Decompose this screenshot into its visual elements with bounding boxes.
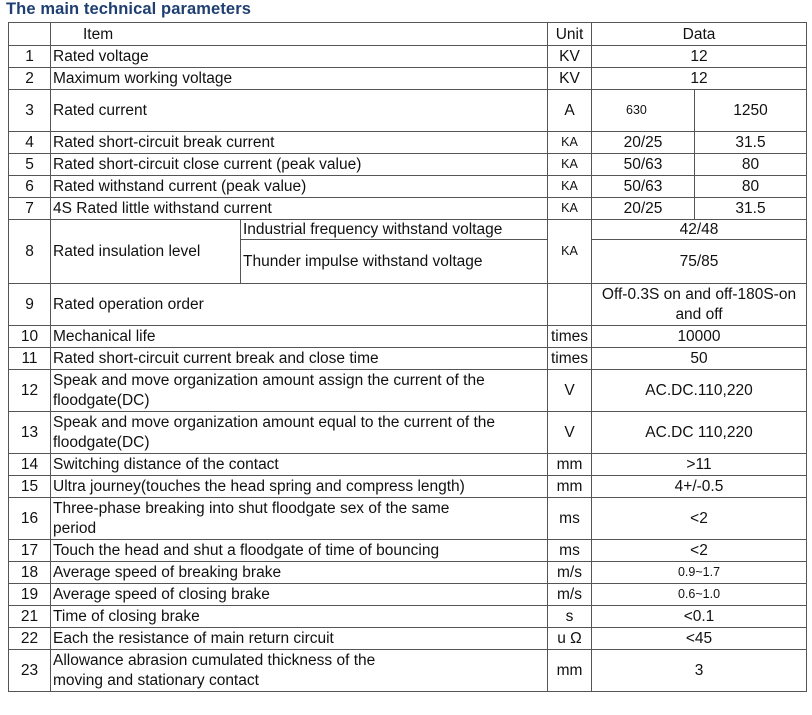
table-row xyxy=(9,326,807,348)
row-data-1250: 80 xyxy=(695,176,807,198)
row-data: AC.DC 110,220 xyxy=(592,412,807,454)
row-data: 10000 xyxy=(592,326,807,348)
table-row xyxy=(9,498,807,540)
table-row xyxy=(9,198,807,220)
row-data-630: 50/63 xyxy=(592,176,695,198)
row-item: Speak and move organization amount assign the current of the floodgate(DC) xyxy=(51,370,548,412)
row-item: Rated operation order xyxy=(51,284,548,326)
row-unit: mm xyxy=(548,454,592,476)
row-data: 0.9~1.7 xyxy=(592,562,807,584)
row-unit: A xyxy=(548,90,592,132)
row-unit: KV xyxy=(548,46,592,68)
row-unit: mm xyxy=(548,476,592,498)
row-data: 12 xyxy=(592,68,807,90)
row-unit: KA xyxy=(548,220,592,284)
row-data: <0.1 xyxy=(592,606,807,628)
row-number: 12 xyxy=(9,370,51,412)
row-item: Ultra journey(touches the head spring and compress length) xyxy=(51,476,548,498)
row-number: 18 xyxy=(9,562,51,584)
header-data: Data xyxy=(592,23,807,46)
row-unit: s xyxy=(548,606,592,628)
table-row xyxy=(9,46,807,68)
table-row xyxy=(9,154,807,176)
table-row xyxy=(9,220,807,240)
row-number: 11 xyxy=(9,348,51,370)
row-unit: ms xyxy=(548,540,592,562)
header-row xyxy=(9,23,807,46)
table-row xyxy=(9,176,807,198)
row-number: 17 xyxy=(9,540,51,562)
table-row xyxy=(9,562,807,584)
row-data-1250: 1250 xyxy=(695,90,807,132)
row-data-1250: 31.5 xyxy=(695,132,807,154)
row-number: 19 xyxy=(9,584,51,606)
row-number: 2 xyxy=(9,68,51,90)
row-item: Each the resistance of main return circuit xyxy=(51,628,548,650)
row-data: 42/48 xyxy=(592,220,807,240)
row-item: Time of closing brake xyxy=(51,606,548,628)
row-number: 1 xyxy=(9,46,51,68)
row-data-630: 20/25 xyxy=(592,132,695,154)
table-row xyxy=(9,628,807,650)
header-item: Item xyxy=(51,23,548,46)
row-unit xyxy=(548,284,592,326)
row-data: <2 xyxy=(592,540,807,562)
row-data: 75/85 xyxy=(592,240,807,284)
row-number: 10 xyxy=(9,326,51,348)
table-row xyxy=(9,476,807,498)
row-unit: m/s xyxy=(548,584,592,606)
table-row xyxy=(9,348,807,370)
table-row xyxy=(9,370,807,412)
row-unit: mm xyxy=(548,650,592,692)
row-unit: KA xyxy=(548,132,592,154)
row-number: 16 xyxy=(9,498,51,540)
table-row xyxy=(9,540,807,562)
row-data: 0.6~1.0 xyxy=(592,584,807,606)
row-item: Switching distance of the contact xyxy=(51,454,548,476)
table-row xyxy=(9,412,807,454)
row-number: 3 xyxy=(9,90,51,132)
row-data-630: 630 xyxy=(592,90,695,132)
row-subitem: Thunder impulse withstand voltage xyxy=(241,240,548,284)
row-number: 6 xyxy=(9,176,51,198)
row-unit: KA xyxy=(548,198,592,220)
row-item: Mechanical life xyxy=(51,326,548,348)
row-unit: times xyxy=(548,326,592,348)
table-row xyxy=(9,584,807,606)
row-item: Rated short-circuit close current (peak value) xyxy=(51,154,548,176)
row-item: Rated current xyxy=(51,90,548,132)
row-number: 4 xyxy=(9,132,51,154)
row-item: Rated short-circuit current break and close time xyxy=(51,348,548,370)
row-number: 14 xyxy=(9,454,51,476)
header-unit: Unit xyxy=(548,23,592,46)
row-data: AC.DC.110,220 xyxy=(592,370,807,412)
row-unit: u Ω xyxy=(548,628,592,650)
row-data: <45 xyxy=(592,628,807,650)
row-unit: times xyxy=(548,348,592,370)
row-unit: KA xyxy=(548,176,592,198)
row-data: 4+/-0.5 xyxy=(592,476,807,498)
row-number: 23 xyxy=(9,650,51,692)
row-number: 7 xyxy=(9,198,51,220)
row-unit: ms xyxy=(548,498,592,540)
table-row xyxy=(9,68,807,90)
row-data: 50 xyxy=(592,348,807,370)
row-number: 9 xyxy=(9,284,51,326)
row-unit: KV xyxy=(548,68,592,90)
table-row xyxy=(9,132,807,154)
row-data-1250: 80 xyxy=(695,154,807,176)
table-row xyxy=(9,454,807,476)
row-item: Maximum working voltage xyxy=(51,68,548,90)
row-item: Touch the head and shut a floodgate of time of bouncing xyxy=(51,540,548,562)
row-number: 22 xyxy=(9,628,51,650)
row-unit: KA xyxy=(548,154,592,176)
row-item: Allowance abrasion cumulated thickness of the moving and stationary contact xyxy=(51,650,548,692)
row-item: Rated withstand current (peak value) xyxy=(51,176,548,198)
row-item: Rated voltage xyxy=(51,46,548,68)
row-data: <2 xyxy=(592,498,807,540)
row-data: 3 xyxy=(592,650,807,692)
row-item: Rated short-circuit break current xyxy=(51,132,548,154)
row-data-630: 20/25 xyxy=(592,198,695,220)
row-number: 8 xyxy=(9,220,51,284)
row-unit: V xyxy=(548,412,592,454)
row-number: 15 xyxy=(9,476,51,498)
row-item: Average speed of breaking brake xyxy=(51,562,548,584)
table-row xyxy=(9,90,807,132)
row-item: Rated insulation level xyxy=(51,220,241,284)
parameters-table xyxy=(8,22,807,692)
table-row xyxy=(9,650,807,692)
page-title: The main technical parameters xyxy=(6,0,251,18)
row-subitem: Industrial frequency withstand voltage xyxy=(241,220,548,240)
row-unit: V xyxy=(548,370,592,412)
row-number: 21 xyxy=(9,606,51,628)
row-number: 5 xyxy=(9,154,51,176)
row-unit: m/s xyxy=(548,562,592,584)
table-row xyxy=(9,606,807,628)
row-data: 12 xyxy=(592,46,807,68)
row-data-630: 50/63 xyxy=(592,154,695,176)
row-item: Speak and move organization amount equal to the current of the floodgate(DC) xyxy=(51,412,548,454)
row-item: 4S Rated little withstand current xyxy=(51,198,548,220)
header-no xyxy=(9,23,51,46)
row-data-1250: 31.5 xyxy=(695,198,807,220)
row-item: Three-phase breaking into shut floodgate sex of the same period xyxy=(51,498,548,540)
row-number: 13 xyxy=(9,412,51,454)
row-data: Off-0.3S on and off-180S-on and off xyxy=(592,284,807,326)
row-data: >11 xyxy=(592,454,807,476)
row-item: Average speed of closing brake xyxy=(51,584,548,606)
table-row xyxy=(9,284,807,326)
